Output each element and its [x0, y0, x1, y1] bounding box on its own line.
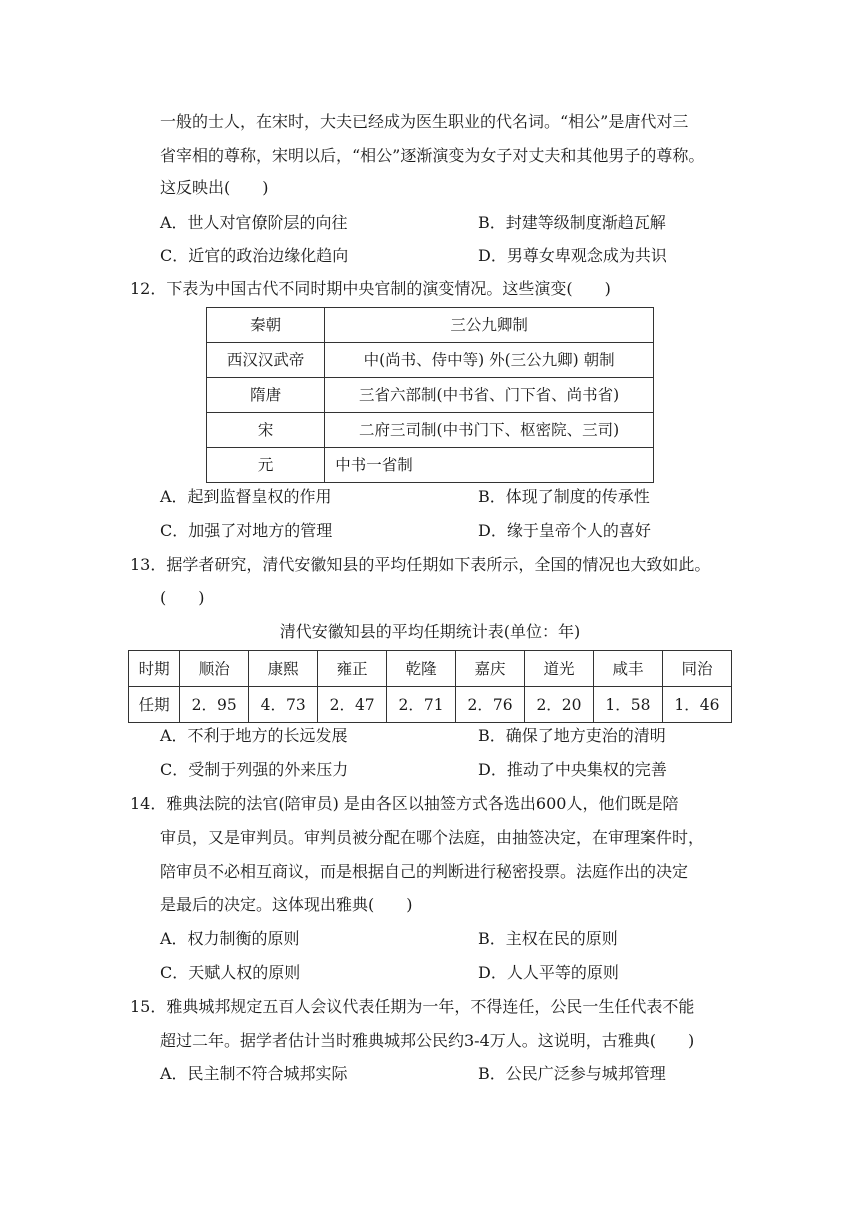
q11-stem-line-1: 一般的士人，在宋时，大夫已经成为医生职业的代名词。“相公”是唐代对三	[160, 112, 689, 131]
table-cell: 4．73	[249, 687, 318, 723]
q12-table	[206, 307, 654, 483]
q13-option-a[interactable]: A．不利于地方的长远发展	[160, 726, 348, 745]
table-cell: 宋	[207, 413, 325, 448]
q12-option-d[interactable]: D．缘于皇帝个人的喜好	[478, 521, 651, 540]
table-cell: 中(尚书、侍中等) 外(三公九卿) 朝制	[325, 343, 654, 378]
table-cell: 三公九卿制	[325, 308, 654, 343]
table-row	[207, 448, 654, 483]
q14-option-b[interactable]: B．主权在民的原则	[478, 929, 618, 948]
q13-table	[128, 650, 732, 723]
table-cell: 雍正	[318, 651, 387, 687]
table-cell: 道光	[525, 651, 594, 687]
q11-option-d[interactable]: D．男尊女卑观念成为共识	[478, 246, 667, 265]
table-cell: 同治	[662, 651, 731, 687]
q15-option-b[interactable]: B．公民广泛参与城邦管理	[478, 1064, 666, 1083]
q11-stem-line-3: 这反映出( )	[160, 178, 269, 197]
table-row	[207, 343, 654, 378]
table-row	[207, 413, 654, 448]
q11-option-b[interactable]: B．封建等级制度渐趋瓦解	[478, 213, 666, 232]
q14-stem-line-2: 审员，又是审判员。审判员被分配在哪个法庭，由抽签决定，在审理案件时，	[160, 828, 705, 847]
q12-option-a[interactable]: A．起到监督皇权的作用	[160, 487, 332, 506]
table-cell: 隋唐	[207, 378, 325, 413]
q14-option-c[interactable]: C．天赋人权的原则	[160, 963, 301, 982]
q13-stem: 13．据学者研究，清代安徽知县的平均任期如下表所示，全国的情况也大致如此。	[130, 555, 711, 574]
table-cell: 元	[207, 448, 325, 483]
table-cell: 2．20	[525, 687, 594, 723]
q11-stem-line-2: 省宰相的尊称，宋明以后，“相公”逐渐演变为女子对丈夫和其他男子的尊称。	[160, 146, 705, 165]
table-row	[207, 378, 654, 413]
table-cell: 时期	[129, 651, 180, 687]
table-cell: 咸丰	[593, 651, 662, 687]
table-cell: 秦朝	[207, 308, 325, 343]
q15-stem-line-1: 15．雅典城邦规定五百人会议代表任期为一年，不得连任，公民一生任代表不能	[130, 997, 695, 1016]
table-cell: 中书一省制	[325, 448, 654, 483]
table-row	[207, 308, 654, 343]
q13-table-caption: 清代安徽知县的平均任期统计表(单位：年)	[279, 622, 581, 641]
table-row	[129, 651, 732, 687]
q12-option-b[interactable]: B．体现了制度的传承性	[478, 487, 650, 506]
table-cell: 康熙	[249, 651, 318, 687]
table-row	[129, 687, 732, 723]
table-cell: 2．47	[318, 687, 387, 723]
q15-option-a[interactable]: A．民主制不符合城邦实际	[160, 1064, 348, 1083]
q12-option-c[interactable]: C．加强了对地方的管理	[160, 521, 333, 540]
table-cell: 2．71	[387, 687, 456, 723]
table-cell: 三省六部制(中书省、门下省、尚书省)	[325, 378, 654, 413]
table-cell: 嘉庆	[456, 651, 525, 687]
table-cell: 乾隆	[387, 651, 456, 687]
table-cell: 2．95	[180, 687, 249, 723]
q11-option-a[interactable]: A．世人对官僚阶层的向往	[160, 213, 348, 232]
q14-option-a[interactable]: A．权力制衡的原则	[160, 929, 300, 948]
q14-stem-line-3: 陪审员不必相互商议，而是根据自己的判断进行秘密投票。法庭作出的决定	[160, 862, 689, 881]
table-cell: 任期	[129, 687, 180, 723]
q14-stem-line-1: 14．雅典法院的法官(陪审员) 是由各区以抽签方式各选出600人，他们既是陪	[130, 794, 679, 813]
table-cell: 1．46	[662, 687, 731, 723]
table-cell: 顺治	[180, 651, 249, 687]
q13-option-b[interactable]: B．确保了地方吏治的清明	[478, 726, 666, 745]
q15-stem-line-2: 超过二年。据学者估计当时雅典城邦公民约3-4万人。这说明，古雅典( )	[160, 1031, 695, 1050]
table-cell: 二府三司制(中书门下、枢密院、三司)	[325, 413, 654, 448]
q13-option-c[interactable]: C．受制于列强的外来压力	[160, 760, 349, 779]
table-cell: 1．58	[593, 687, 662, 723]
q14-stem-line-4: 是最后的决定。这体现出雅典( )	[160, 895, 413, 914]
q14-option-d[interactable]: D．人人平等的原则	[478, 963, 619, 982]
q11-option-c[interactable]: C．近官的政治边缘化趋向	[160, 246, 349, 265]
q13-option-d[interactable]: D．推动了中央集权的完善	[478, 760, 667, 779]
table-cell: 2．76	[456, 687, 525, 723]
q12-stem: 12．下表为中国古代不同时期中央官制的演变情况。这些演变( )	[130, 279, 611, 298]
table-cell: 西汉汉武帝	[207, 343, 325, 378]
q13-stem-bracket: ( )	[160, 588, 205, 607]
